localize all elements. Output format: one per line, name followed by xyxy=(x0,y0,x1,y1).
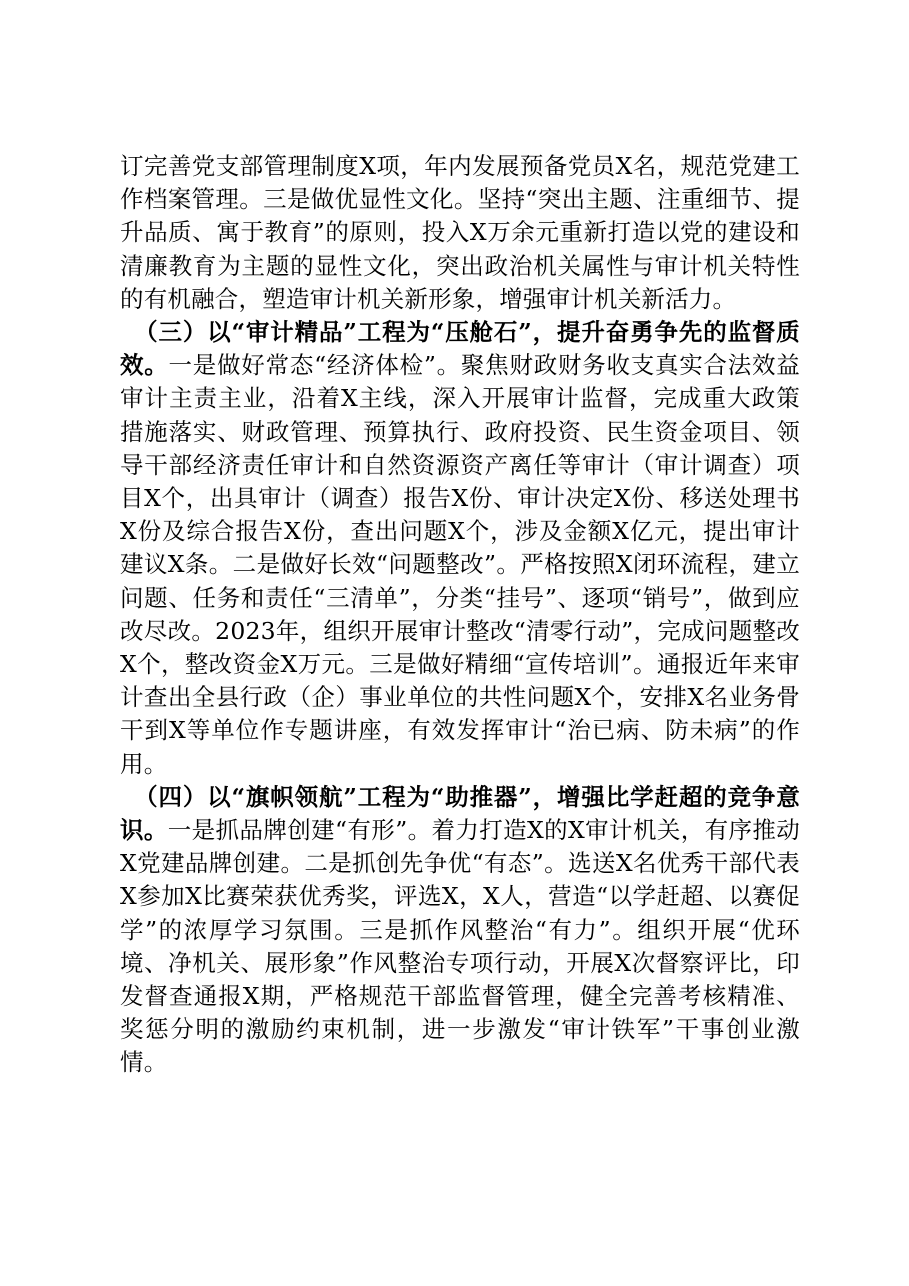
paragraph-text: 订完善党支部管理制度X项，年内发展预备党员X名，规范党建工作档案管理。三是做优显性文化。坚持“突出主题、注重细节、提升品质、寓于教育”的原则，投入X万余元重新打造以党的建设和清廉教育为主题的显性文化，突出政治机关属性与审计机关特性的有机融合，塑造审计机关新形象，增强审计机关新活力。 xyxy=(120,152,800,313)
paragraph-party-culture xyxy=(120,150,800,316)
document-body xyxy=(120,150,800,1080)
paragraph-audit-quality xyxy=(120,316,800,781)
section-heading-three: （三）以“审计精品”工程为“压舱石”，提升奋勇争先的监督质效。 xyxy=(120,318,800,380)
paragraph-text: 一是做好常态“经济体检”。聚焦财政财务收支真实合法效益审计主责主业，沿着X主线，深入开展审计监督，完成重大政策措施落实、财政管理、预算执行、政府投资、民生资金项目、领导干部经济责任审计和自然资源资产离任等审计（审计调查）项目X个，出具审计（调查）报告X份、审计决定X份、移送处理书X份及综合报告X份，查出问题X个，涉及金额X亿元，提出审计建议X条。二是做好长效“问题整改”。严格按照X闭环流程，建立问题、任务和责任“三清单”，分类“挂号”、逐项“销号”，做到应改尽改。2023年，组织开展审计整改“清零行动”，完成问题整改X个，整改资金X万元。三是做好精细“宣传培训”。通报近年来审计查出全县行政（企）事业单位的共性问题X个，安排X名业务骨干到X等单位作专题讲座，有效发挥审计“治已病、防未病”的作用。 xyxy=(120,351,800,778)
paragraph-flag-leadership xyxy=(120,781,800,1080)
paragraph-text: 一是抓品牌创建“有形”。着力打造X的X审计机关，有序推动X党建品牌创建。二是抓创先争优“有态”。选送X名优秀干部代表X参加X比赛荣获优秀奖，评选X，X人，营造“以学赶超、以赛促学”的浓厚学习氛围。三是抓作风整治“有力”。组织开展“优环境、净机关、展形象”作风整治专项行动，开展X次督察评比，印发督查通报X期，严格规范干部监督管理，健全完善考核精准、奖惩分明的激励约束机制，进一步激发“审计铁军”干事创业激情。 xyxy=(120,816,800,1077)
section-heading-four: （四）以“旗帜领航”工程为“助推器”，增强比学赶超的竞争意识。 xyxy=(120,782,800,845)
